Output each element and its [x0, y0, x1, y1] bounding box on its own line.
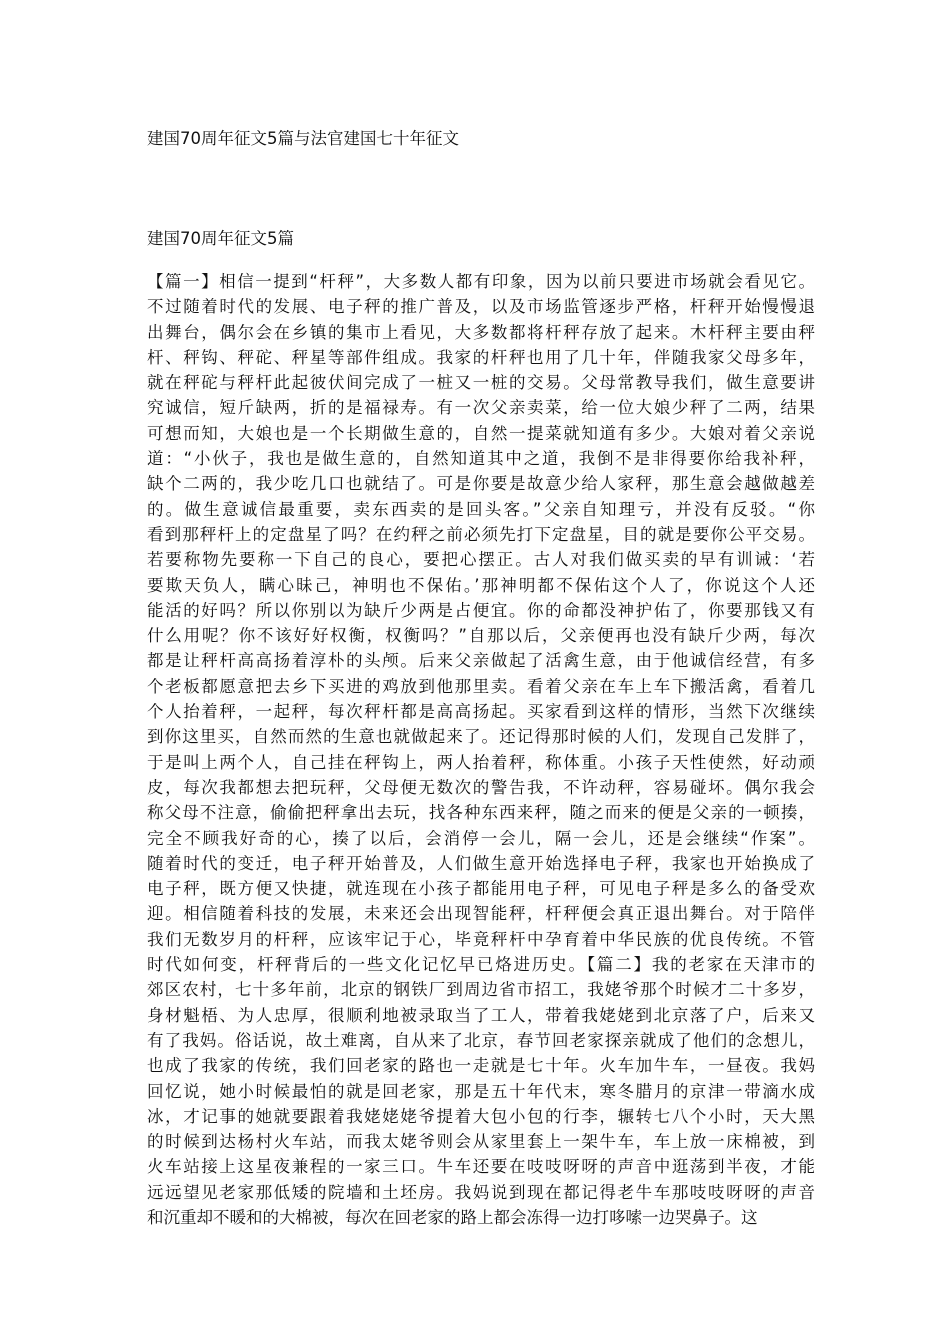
body-line: 迎。相信随着科技的发展，未来还会出现智能秤，杆秤便会真正退出舞台。对于陪伴 [147, 904, 815, 924]
body-line: 冰，才记事的她就要跟着我姥姥姥爷提着大包小包的行李，辗转七八个小时，天大黑 [147, 1106, 815, 1126]
body-line: 到你这里买，自然而然的生意也就做起来了。还记得那时候的人们，发现自己发胖了， [147, 727, 815, 747]
body-line: 皮，每次我都想去把玩秤，父母便无数次的警告我，不许动秤，容易碰坏。偶尔我会 [147, 777, 815, 797]
body-line: 有了我妈。俗话说，故土难离，自从来了北京，春节回老家探亲就成了他们的念想儿， [147, 1030, 815, 1050]
body-line: 【篇一】相信一提到“杆秤”，大多数人都有印象，因为以前只要进市场就会看见它。 [147, 272, 815, 291]
body-line: 时代如何变，杆秤背后的一些文化记忆早已烙进历史。【篇二】我的老家在天津市的 [147, 955, 815, 975]
body-line: 的时候到达杨村火车站，而我太姥爷则会从家里套上一架牛车，车上放一床棉被，到 [147, 1132, 815, 1152]
body-line: 能活的好吗？所以你别以为缺斤少两是占便宜。你的命都没神护佑了，你要那钱又有 [147, 600, 815, 620]
body-line: 于是叫上两个人，自己挂在秤钩上，两人抬着秤，称体重。小孩子天性使然，好动顽 [147, 752, 815, 772]
body-line: 不过随着时代的发展、电子秤的推广普及，以及市场监管逐步严格，杆秤开始慢慢退 [147, 297, 815, 317]
body-line: 和沉重却不暖和的大棉被，每次在回老家的路上都会冻得一边打哆嗦一边哭鼻子。这 [147, 1207, 758, 1227]
body-line: 郊区农村，七十多年前，北京的钢铁厂到周边省市招工，我姥爷那个时候才二十多岁， [147, 980, 815, 1000]
body-line: 杆、秤钩、秤砣、秤星等部件组成。我家的杆秤也用了几十年，伴随我家父母多年， [147, 347, 815, 367]
body-line: 我们无数岁月的杆秤，应该牢记于心，毕竟秤杆中孕育着中华民族的优良传统。不管 [147, 929, 815, 949]
body-line: 个人抬着秤，一起秤，每次秤杆都是高高扬起。买家看到这样的情形，当然下次继续 [147, 702, 815, 722]
body-line: 远远望见老家那低矮的院墙和土坯房。我妈说到现在都记得老牛车那吱吱呀呀的声音 [147, 1182, 815, 1202]
body-line: 缺个二两的，我少吃几口也就结了。可是你要是故意少给人家秤，那生意会越做越差 [147, 474, 815, 494]
body-line: 究诚信，短斤缺两，折的是福禄寿。有一次父亲卖菜，给一位大娘少秤了二两，结果 [147, 398, 815, 418]
body-line: 什么用呢？你不该好好权衡，权衡吗？”自那以后，父亲便再也没有缺斤少两，每次 [147, 626, 815, 646]
body-line: 个老板都愿意把去乡下买进的鸡放到他那里卖。看着父亲在车上车下搬活禽，看着几 [147, 676, 815, 696]
body-line: 看到那秤杆上的定盘星了吗？在约秤之前必须先打下定盘星，目的就是要你公平交易。 [147, 524, 815, 544]
body-line: 称父母不注意，偷偷把秤拿出去玩，找各种东西来秤，随之而来的便是父亲的一顿揍， [147, 803, 815, 823]
body-line: 出舞台，偶尔会在乡镇的集市上看见，大多数都将杆秤存放了起来。木杆秤主要由秤 [147, 322, 815, 342]
section-heading: 建国70周年征文5篇 [147, 229, 294, 248]
body-line: 若要称物先要称一下自己的良心，要把心摆正。古人对我们做买卖的早有训诫：‘若 [147, 550, 815, 570]
document-title: 建国70周年征文5篇与法官建国七十年征文 [147, 129, 459, 148]
body-line: 可想而知，大娘也是一个长期做生意的，自然一提菜就知道有多少。大娘对着父亲说 [147, 423, 815, 443]
body-line: 身材魁梧、为人忠厚，很顺利地被录取当了工人，带着我姥姥到北京落了户，后来又 [147, 1005, 815, 1025]
body-line: 要欺天负人，瞒心昧己，神明也不保佑。’那神明都不保佑这个人了，你说这个人还 [147, 575, 815, 595]
body-line: 都是让秤杆高高扬着淳朴的头颅。后来父亲做起了活禽生意，由于他诚信经营，有多 [147, 651, 815, 671]
body-line: 就在秤砣与秤杆此起彼伏间完成了一桩又一桩的交易。父母常教导我们，做生意要讲 [147, 373, 815, 393]
body-line: 随着时代的变迁，电子秤开始普及，人们做生意开始选择电子秤，我家也开始换成了 [147, 853, 815, 873]
body-paragraph [147, 269, 815, 1230]
body-line: 回忆说，她小时候最怕的就是回老家，那是五十年代末，寒冬腊月的京津一带滴水成 [147, 1081, 815, 1101]
body-line: 的。做生意诚信最重要，卖东西卖的是回头客。”父亲自知理亏，并没有反驳。“你 [147, 499, 815, 519]
body-line: 完全不顾我好奇的心，揍了以后，会消停一会儿，隔一会儿，还是会继续“作案”。 [147, 828, 815, 848]
body-line: 也成了我家的传统，我们回老家的路也一走就是七十年。火车加牛车，一昼夜。我妈 [147, 1056, 815, 1076]
body-line: 电子秤，既方便又快捷，就连现在小孩子都能用电子秤，可见电子秤是多么的备受欢 [147, 879, 815, 899]
body-line: 道：“小伙子，我也是做生意的，自然知道其中之道，我倒不是非得要你给我补秤， [147, 449, 815, 469]
body-line: 火车站接上这星夜兼程的一家三口。牛车还要在吱吱呀呀的声音中逛荡到半夜，才能 [147, 1157, 815, 1177]
